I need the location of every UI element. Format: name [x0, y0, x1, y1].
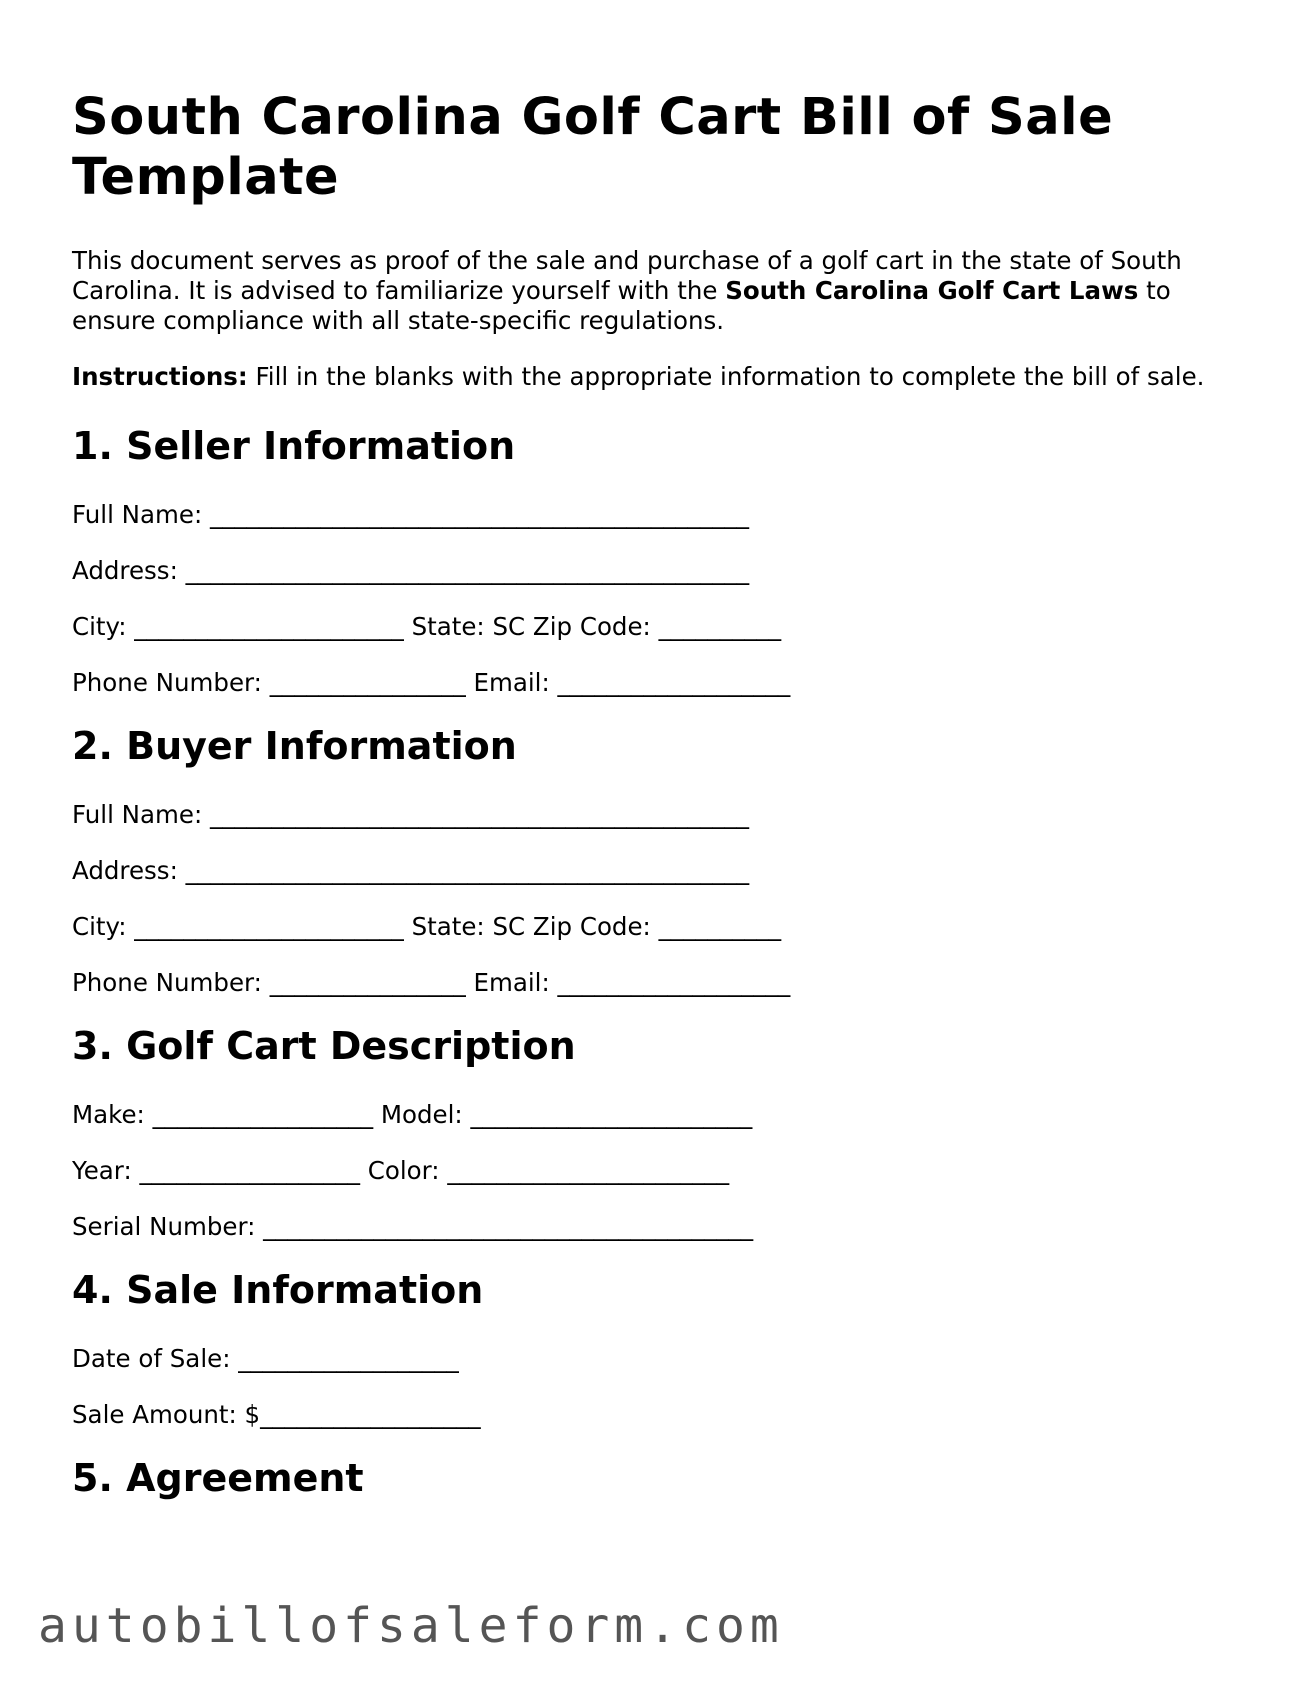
instructions-paragraph: [72, 362, 1232, 392]
cart-serial-field[interactable]: Serial Number: ________________________________________: [72, 1212, 754, 1241]
buyer-heading: 2. Buyer Information: [72, 724, 517, 768]
document-page: [72, 88, 1232, 1530]
seller-full-name-field[interactable]: Full Name: ____________________________________________: [72, 500, 750, 529]
site-watermark: autobillofsaleform.com: [38, 1598, 784, 1654]
cart-year-color-field[interactable]: Year: __________________ Color: _______________________: [72, 1156, 730, 1185]
cart-section: [72, 1022, 1232, 1244]
agreement-heading: 5. Agreement: [72, 1456, 364, 1500]
intro-paragraph: [72, 246, 1232, 336]
sale-date-field[interactable]: Date of Sale: __________________: [72, 1344, 459, 1373]
cart-make-model-field[interactable]: Make: __________________ Model: _______________________: [72, 1100, 753, 1129]
intro-text-end: to ensure compliance with all state-specific regulations.: [72, 276, 1171, 335]
buyer-section: [72, 722, 1232, 1000]
buyer-phone-email-field[interactable]: Phone Number: ________________ Email: ___________________: [72, 968, 791, 997]
intro-text-start: This document serves as proof of the sale and purchase of a golf cart in the state of South Carolina. It is advised to familiarize yourself with the: [72, 246, 1182, 305]
page-title: South Carolina Golf Cart Bill of Sale Template: [72, 88, 1114, 207]
seller-section: [72, 422, 1232, 700]
sale-section: [72, 1266, 1232, 1432]
sale-amount-field[interactable]: Sale Amount: $__________________: [72, 1400, 481, 1429]
instructions-label: Instructions:: [72, 362, 248, 391]
buyer-full-name-field[interactable]: Full Name: ____________________________________________: [72, 800, 750, 829]
seller-address-field[interactable]: Address: ______________________________________________: [72, 556, 750, 585]
seller-heading: 1. Seller Information: [72, 424, 516, 468]
instructions-text: Fill in the blanks with the appropriate information to complete the bill of sale.: [247, 362, 1205, 391]
seller-city-state-zip-field[interactable]: City: ______________________ State: SC Zip Code: __________: [72, 612, 782, 641]
agreement-section: [72, 1454, 1232, 1502]
sale-heading: 4. Sale Information: [72, 1268, 484, 1312]
sc-golf-cart-laws-link: South Carolina Golf Cart Laws: [725, 276, 1139, 305]
seller-phone-email-field[interactable]: Phone Number: ________________ Email: ___________________: [72, 668, 791, 697]
buyer-address-field[interactable]: Address: ______________________________________________: [72, 856, 750, 885]
cart-heading: 3. Golf Cart Description: [72, 1024, 576, 1068]
buyer-city-state-zip-field[interactable]: City: ______________________ State: SC Zip Code: __________: [72, 912, 782, 941]
